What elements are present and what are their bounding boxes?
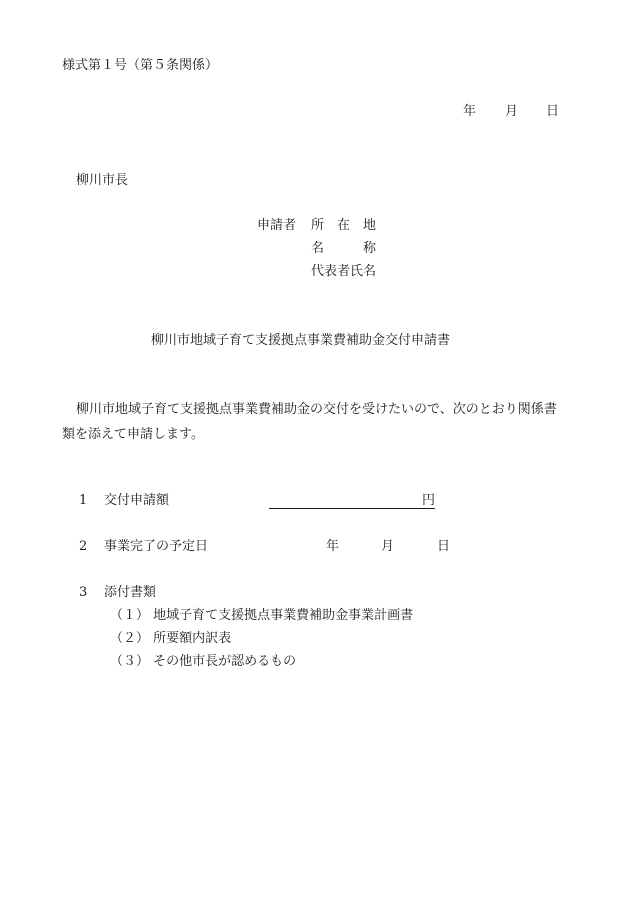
item-label: 交付申請額 bbox=[104, 493, 170, 508]
address-label: 所 在 地 bbox=[311, 218, 377, 233]
body-text: 柳川市地域子育て支援拠点事業費補助金の交付を受けたいので、次のとおり関係書類を添えて申請します。 bbox=[62, 402, 557, 442]
date-day-label: 日 bbox=[546, 104, 560, 119]
document-title: 柳川市地域子育て支援拠点事業費補助金交付申請書 bbox=[151, 333, 451, 348]
name-label: 名 称 bbox=[311, 241, 377, 256]
applicant-label: 申請者 bbox=[257, 218, 297, 233]
item-label: 添付書類 bbox=[104, 585, 157, 600]
completion-year-label: 年 bbox=[326, 539, 340, 554]
item-number: 1 bbox=[79, 493, 88, 508]
date-month-label: 月 bbox=[505, 104, 519, 119]
amount-underline bbox=[269, 494, 435, 509]
item-number: 2 bbox=[79, 539, 88, 554]
amount-unit: 円 bbox=[422, 493, 436, 508]
form-number: 様式第１号（第５条関係） bbox=[62, 58, 219, 73]
item-label: 事業完了の予定日 bbox=[104, 539, 209, 554]
completion-day-label: 日 bbox=[437, 539, 451, 554]
attachment-item: （２） 所要額内訳表 bbox=[110, 631, 232, 646]
item-number: 3 bbox=[79, 585, 88, 600]
attachment-item: （１） 地域子育て支援拠点事業費補助金事業計画書 bbox=[110, 608, 414, 623]
attachment-item: （３） その他市長が認めるもの bbox=[110, 654, 297, 669]
representative-label: 代表者氏名 bbox=[311, 264, 377, 279]
addressee: 柳川市長 bbox=[76, 173, 129, 188]
completion-month-label: 月 bbox=[381, 539, 395, 554]
date-year-label: 年 bbox=[463, 104, 477, 119]
